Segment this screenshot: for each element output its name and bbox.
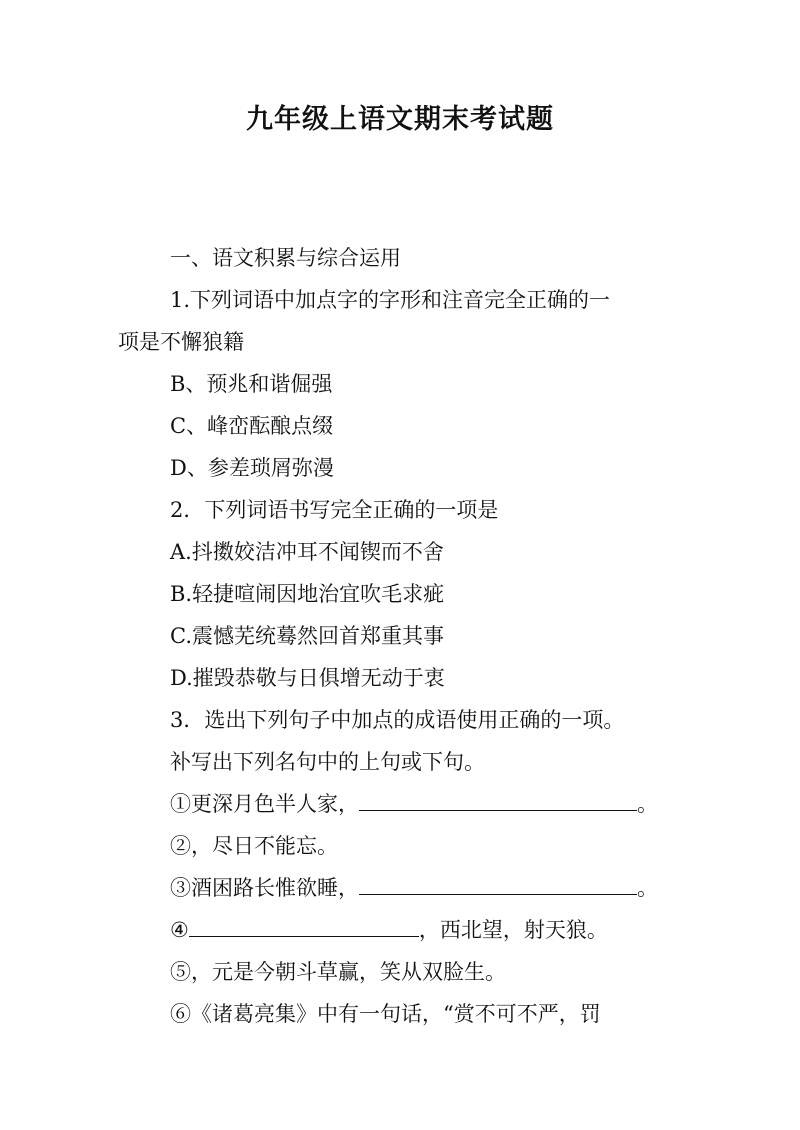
fill-item-4 (118, 909, 688, 951)
fill-item-3-end: 。 (637, 876, 658, 900)
fill-item-2: ②，尽日不能忘。 (170, 834, 338, 858)
question-2-text: 2．下列词语书写完全正确的一项是 (170, 498, 499, 522)
fill-item-4-text: ，西北望，射天狼。 (418, 918, 608, 942)
fill-in-instructions: 补写出下列名句中的上句或下句。 (170, 750, 485, 774)
question-2-option-d: D.摧毁恭敬与日俱增无动于衷 (170, 666, 445, 690)
fill-item-5: ⑤，元是今朝斗草赢，笑从双脸生。 (170, 960, 506, 984)
fill-item-3-text: ③酒困路长惟欲睡， (170, 876, 359, 900)
question-2-option-a: A.抖擞姣洁冲耳不闻锲而不舍 (170, 540, 444, 564)
question-1-text: 1.下列词语中加点字的字形和注音完全正确的一 (170, 288, 611, 312)
question-2-option-c: C.震憾芜统蓦然回首郑重其事 (170, 624, 444, 648)
fill-item-4-number: ④ (170, 918, 189, 942)
fill-item-6: ⑥《诸葛亮集》中有一句话，“赏不可不严，罚 (170, 1002, 601, 1026)
fill-item-1 (118, 783, 688, 825)
section-heading: 一、语文积累与综合运用 (170, 246, 401, 270)
question-1-option-c: C、峰峦酝酿点缀 (170, 414, 334, 438)
fill-item-1-end: 。 (637, 792, 658, 816)
document-body (118, 237, 688, 1035)
answer-blank-4 (189, 914, 419, 937)
answer-blank-1 (359, 788, 637, 811)
question-3-text: 3．选出下列句子中加点的成语使用正确的一项。 (170, 708, 625, 732)
fill-item-3 (118, 867, 688, 909)
question-2-option-b: B.轻捷喧闹因地治宜吹毛求疵 (170, 582, 445, 606)
question-1-option-b: B、预兆和谐倔强 (170, 372, 333, 396)
page-title: 九年级上语文期末考试题 (246, 104, 554, 135)
question-1-option-d: D、参差琐屑弥漫 (170, 456, 334, 480)
fill-item-1-text: ①更深月色半人家， (170, 792, 359, 816)
question-1-text-continued: 项是不懈狼籍 (118, 330, 244, 354)
answer-blank-3 (359, 872, 637, 895)
